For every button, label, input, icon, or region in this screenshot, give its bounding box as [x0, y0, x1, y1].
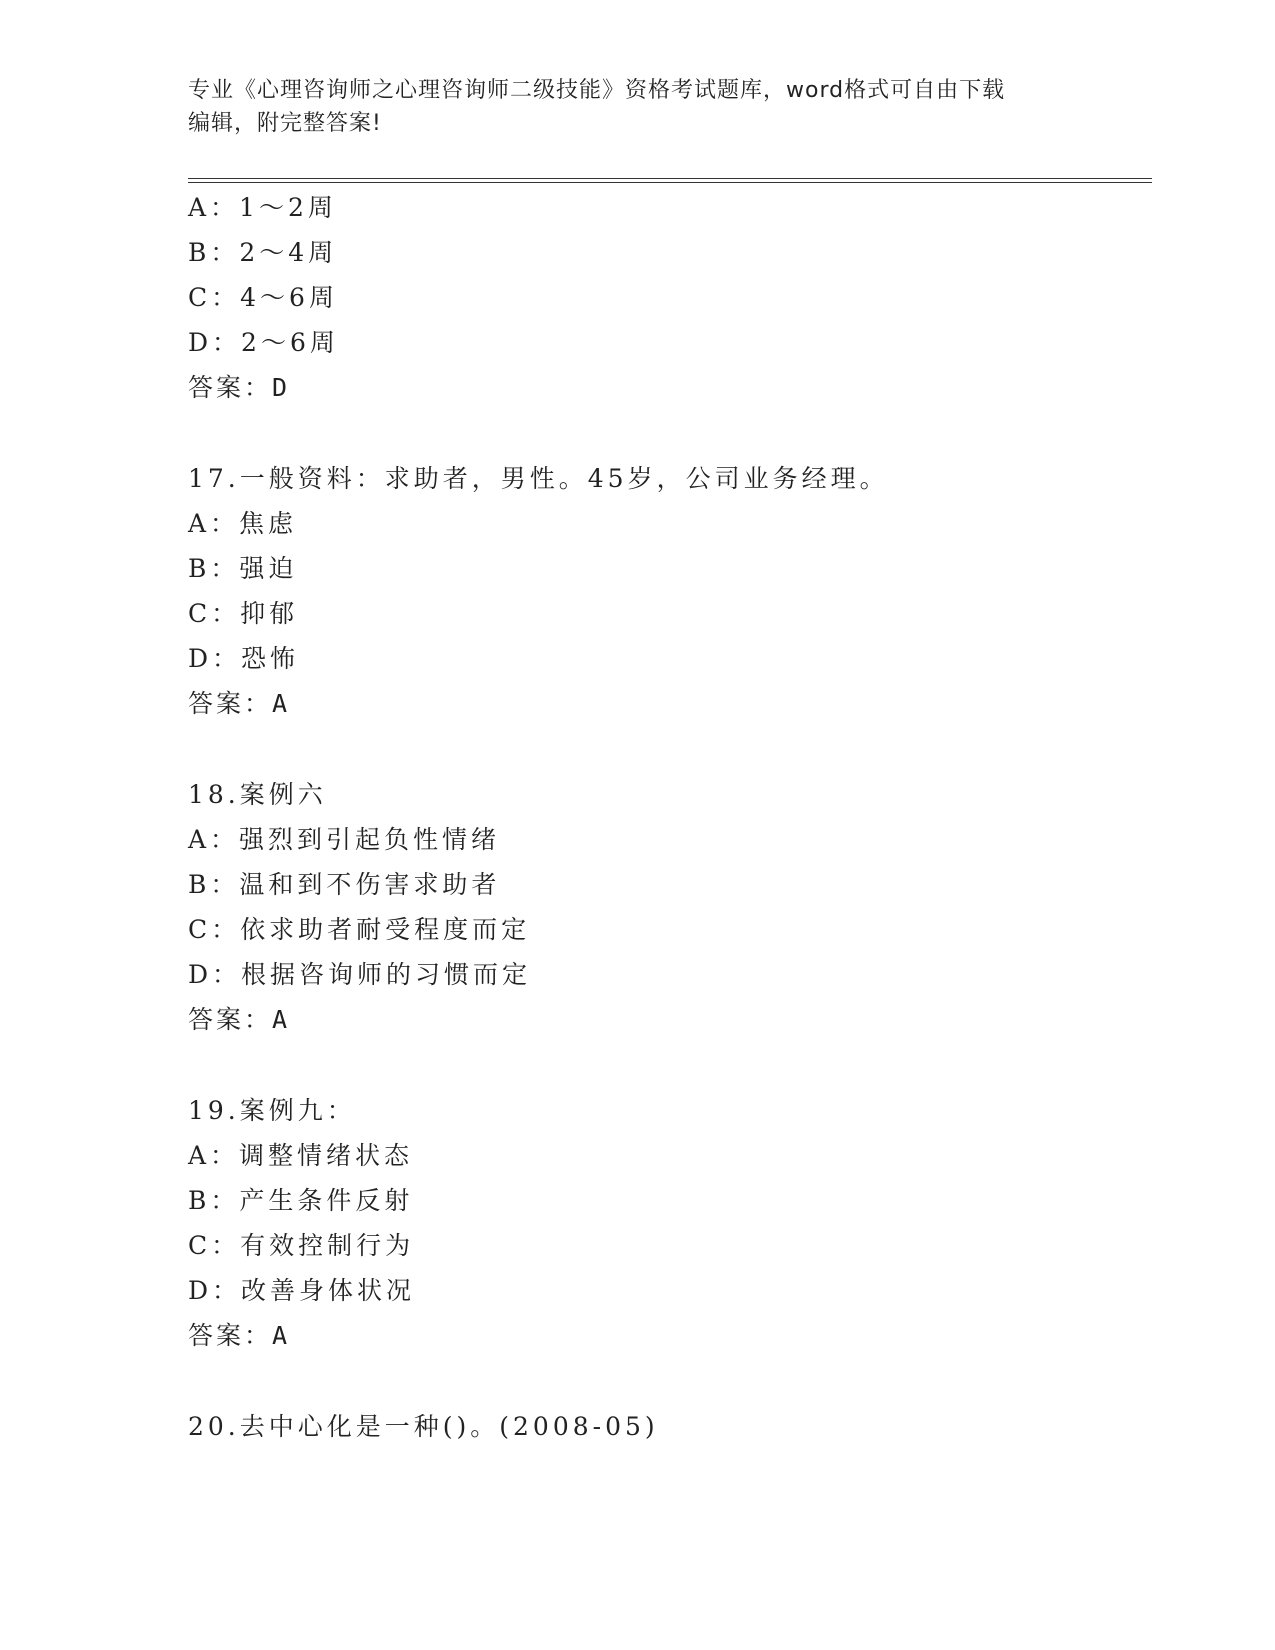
header-line-1: 专业《心理咨询师之心理咨询师二级技能》资格考试题库，word格式可自由下载 — [188, 78, 1006, 103]
q19-option-a: A：调整情绪状态 — [188, 1141, 414, 1170]
answer-value: D — [272, 373, 291, 402]
q16-option-d: D：2～6周 — [188, 328, 339, 357]
answer-label: 答案： — [188, 373, 273, 402]
q19-option-d: D：改善身体状况 — [188, 1276, 416, 1305]
q19-stem: 19.案例九： — [188, 1096, 356, 1125]
header-line-2: 编辑，附完整答案! — [188, 111, 382, 136]
answer-value: A — [272, 1321, 291, 1350]
header-divider-top — [188, 178, 1152, 179]
q18-option-b: B：温和到不伤害求助者 — [188, 870, 501, 899]
q19-option-b: B：产生条件反射 — [188, 1186, 414, 1215]
q16-option-a: A：1～2周 — [188, 193, 337, 222]
q20-stem: 20.去中心化是一种()。(2008-05) — [188, 1412, 659, 1441]
q18-option-d: D：根据咨询师的习惯而定 — [188, 960, 532, 989]
q17-stem: 17.一般资料：求助者，男性。45岁，公司业务经理。 — [188, 464, 889, 493]
q19-answer — [188, 1320, 290, 1352]
q17-option-a: A：焦虑 — [188, 509, 298, 538]
q17-answer — [188, 688, 290, 720]
q16-answer — [188, 372, 290, 404]
q17-option-b: B：强迫 — [188, 554, 298, 583]
answer-value: A — [272, 1005, 291, 1034]
q17-option-c: C：抑郁 — [188, 599, 299, 628]
answer-label: 答案： — [188, 1321, 273, 1350]
document-header — [188, 74, 1068, 140]
q18-stem: 18.案例六 — [188, 780, 327, 809]
q16-option-c: C：4～6周 — [188, 283, 338, 312]
q17-option-d: D：恐怖 — [188, 644, 300, 673]
answer-value: A — [272, 689, 291, 718]
q18-answer — [188, 1004, 290, 1036]
answer-label: 答案： — [188, 1005, 273, 1034]
q19-option-c: C：有效控制行为 — [188, 1231, 415, 1260]
header-divider-bottom — [188, 182, 1152, 183]
q18-option-c: C：依求助者耐受程度而定 — [188, 915, 531, 944]
q16-option-b: B：2～4周 — [188, 238, 338, 267]
q18-option-a: A：强烈到引起负性情绪 — [188, 825, 501, 854]
answer-label: 答案： — [188, 689, 273, 718]
